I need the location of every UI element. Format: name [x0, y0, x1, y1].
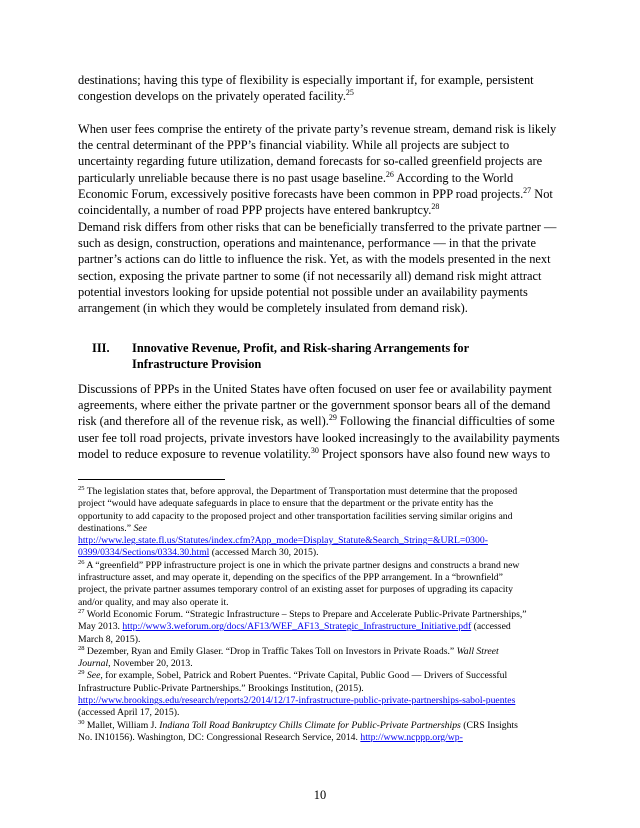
footnote-ref-30[interactable]: 30	[310, 445, 319, 455]
footnote-link[interactable]: http://www3.weforum.org/docs/AF13/WEF_AF13_Strategic_Infrastructure_Initiative.pdf	[122, 621, 472, 633]
footnote-ref-27[interactable]: 27	[523, 185, 532, 195]
text-line: section, exposing the private partner to some (if not necessarily all) demand risk might attract	[78, 268, 542, 283]
footnote-separator	[78, 479, 225, 480]
text-line: When user fees comprise the entirety of the private party’s revenue stream, demand risk is likely	[78, 122, 557, 136]
footnote-ref-28[interactable]: 28	[431, 201, 440, 211]
text-line: model to reduce exposure to revenue volatility.$^{30}$ Project sponsors have also found new ways to	[78, 445, 551, 461]
text-line: user fee toll road projects, private investors have looked increasingly to the availability payments	[78, 430, 560, 445]
footnote-text-line: May 2013. http://www3.weforum.org/docs/AF13/WEF_AF13_Strategic_Infrastructure_Initiative.pdf (accessed	[78, 621, 511, 633]
paragraph-destinations	[78, 72, 534, 104]
text-line: Demand risk differs from other risks that can be beneficially transferred to the private partner —	[78, 220, 557, 234]
text-line: such as design, construction, operations and maintenance, performance — in that the private	[78, 236, 536, 251]
text-line: Economic Forum, excessively positive forecasts have been common in PPP road projects.$^{27}$ Not	[78, 185, 553, 201]
section-heading	[92, 340, 469, 372]
footnote-text-line: project, the private partner assumes temporary control of an existing asset for purposes of upgrading its capacity	[78, 584, 513, 596]
footnote-link[interactable]: http://www.leg.state.fl.us/Statutes/index.cfm?App_mode=Display_Statute&Search_String=&URL=0300-	[78, 535, 488, 547]
footnote-text-line: and/or quality, and may also operate it.	[78, 596, 229, 608]
footnote-link[interactable]: http://www.brookings.edu/research/reports2/2014/12/17-infrastructure-public-private-partnerships-sabol-puentes	[78, 695, 516, 707]
footnote-text-line: No. IN10156). Washington, DC: Congressional Research Service, 2014. http://www.ncppp.org/wp-	[78, 731, 463, 743]
text-line: potential investors looking for upside potential not possible under an availability payments	[78, 284, 528, 299]
footnote-27: $^{27}$ World Economic Forum. “Strategic Infrastructure – Steps to Prepare and Accelerate Public-Private Partnerships,”	[78, 607, 527, 620]
footnote-link[interactable]: http://www.ncppp.org/wp-	[360, 731, 463, 743]
paragraph-discussions	[78, 381, 560, 462]
page-number: 10	[313, 788, 327, 802]
footnote-text-line: destinations.” See	[78, 522, 147, 534]
footnote-28: $^{28}$ Dezember, Ryan and Emily Glaser. “Drop in Traffic Takes Toll on Investors in Private Roads.” Wall Street	[78, 644, 499, 657]
footnote-ref-29[interactable]: 29	[328, 413, 337, 423]
footnote-text-line: March 8, 2015).	[78, 633, 141, 645]
footnote-text-line: opportunity to add capacity to the proposed project and other transportation facilities serving similar origins and	[78, 510, 513, 522]
footnote-ref-26[interactable]: 26	[385, 169, 394, 179]
footnote-text-line: Infrastructure Public-Private Partnerships.” Brookings Institution, (2015).	[78, 682, 364, 694]
text-line: partner’s actions can do little to influence the risk. Yet, as with the models presented in the next	[78, 252, 551, 267]
section-title-line-2: Infrastructure Provision	[132, 357, 262, 371]
text-line: the central determinant of the PPP’s financial viability. While all projects are subject to	[78, 138, 510, 153]
text-line: uncertainty regarding future utilization, demand forecasts for so-called greenfield projects are	[78, 154, 543, 169]
text-line: coincidentally, a number of road PPP projects have entered bankruptcy.$^{28}$	[78, 201, 440, 218]
text-line: congestion develops on the privately operated facility.$^{25}$	[78, 88, 354, 104]
section-number: III.	[92, 341, 110, 355]
footnote-text-line: Journal, November 20, 2013.	[78, 658, 193, 670]
section-title-line-1: Innovative Revenue, Profit, and Risk-sharing Arrangements for	[132, 341, 470, 355]
footnote-text-line: project “would have adequate safeguards in place to ensure that the department or the private entity has the	[78, 498, 494, 510]
footnote-text-line: infrastructure asset, and may operate it, depending on the specifics of the PPP arrangement. In a “brownfield”	[78, 572, 503, 584]
text-line: particularly unreliable because there is no past usage baseline.$^{26}$ According to the World	[78, 169, 514, 185]
footnote-text-line: 0399/0334/Sections/0334.30.html (accessed March 30, 2015).	[78, 547, 319, 559]
footnotes	[78, 486, 570, 744]
footnote-ref-25[interactable]: 25	[345, 88, 354, 98]
footnote-29: $^{29}$ See, for example, Sobel, Patrick and Robert Puentes. “Private Capital, Public Good — Drivers of Successful	[78, 669, 508, 682]
text-line: arrangement (in which they would be completely insulated from demand risk).	[78, 301, 468, 316]
footnote-link[interactable]: 0399/0334/Sections/0334.30.html	[78, 547, 210, 559]
footnote-26: $^{26}$ A “greenfield” PPP infrastructure project is one in which the private partner designs and constructs a brand new	[78, 558, 520, 571]
text-line: risk (and therefore all of the revenue risk, as well).$^{29}$ Following the financial difficulties of some	[78, 413, 555, 429]
paragraph-demand-risk	[78, 121, 556, 218]
footnote-25: $^{25}$ The legislation states that, before approval, the Department of Transportation must determine that the proposed	[78, 484, 518, 497]
paragraph-risk-transfer	[78, 219, 556, 316]
text-line: destinations; having this type of flexibility is especially important if, for example, persistent	[78, 73, 534, 87]
footnote-text-line: (accessed April 17, 2015).	[78, 707, 180, 719]
text-line: agreements, where either the private partner or the government sponsor bears all of the demand	[78, 398, 551, 413]
text-line: Discussions of PPPs in the United States have often focused on user fee or availability payment	[78, 382, 552, 396]
footnote-30: $^{30}$ Mallet, William J. Indiana Toll Road Bankruptcy Chills Climate for Public-Private Partnerships (CRS Insights	[78, 718, 518, 731]
